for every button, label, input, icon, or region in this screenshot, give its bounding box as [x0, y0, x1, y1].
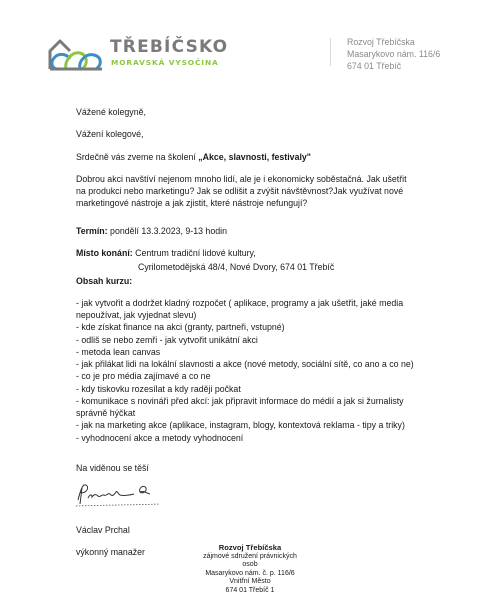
- sender-street: Masarykovo nám. 116/6: [347, 49, 441, 59]
- intro-line-3: marketingové nástroje a jak zjistit, které nástroje nefungují?: [76, 198, 308, 208]
- content-item: - metoda lean canvas: [76, 347, 161, 357]
- content-item: - vyhodnocení akce a metody vyhodnocení: [76, 433, 244, 443]
- header-divider: [330, 38, 331, 66]
- logo-name: TŘEBÍČSKO: [110, 37, 229, 57]
- place-line: [76, 247, 256, 259]
- stamp-line: Masarykovo nám. č. p. 116/6: [205, 569, 295, 577]
- content-item: - odliš se nebo zemři - jak vytvořit unikátní akci: [76, 335, 258, 345]
- invitation-prefix: Srdečně vás zveme na školení: [76, 152, 199, 162]
- signature-icon: [74, 480, 164, 508]
- greeting-male: Vážení kolegové,: [76, 129, 144, 139]
- stamp-name: Rozvoj Třebíčska: [218, 543, 282, 552]
- content-item: - kde získat finance na akci (granty, partneři, vstupné): [76, 322, 285, 332]
- intro-line-2: na produkci nebo marketingu? Jak se odlišit a zvýšit návštěvnost?Jak využívat nové: [76, 186, 404, 196]
- content-item: - jak na marketing akce (aplikace, instagram, blogy, kontextová reklama - tipy a triky): [76, 420, 405, 430]
- term-line: [76, 225, 227, 237]
- sender-name: Rozvoj Třebíčska: [347, 37, 415, 47]
- content-item: - jak vytvořit a dodržet kladný rozpočet ( aplikace, programy a jak ušetřit, jaké media: [76, 298, 404, 308]
- logo-subtitle: MORAVSKÁ VYSOČINA: [111, 58, 219, 67]
- course-title: „Akce, slavnosti, festivaly": [198, 152, 311, 162]
- intro-line-1: Dobrou akci navštíví nejenom mnoho lidí, ale je i ekonomicky soběstačná. Jak ušetřit: [76, 174, 407, 184]
- stamp-line: 674 01 Třebíč 1: [225, 586, 275, 594]
- greeting-female: Vážené kolegyně,: [76, 107, 146, 117]
- sender-city: 674 01 Třebíč: [347, 61, 402, 71]
- content-item: - komunikace s novináři před akcí: jak připravit informace do médií a jak si žurnalisty: [76, 396, 404, 406]
- content-item: - kdy tiskovku rozesílat a kdy raději počkat: [76, 384, 241, 394]
- content-item: - jak přilákat lidi na lokální slavnosti a akce (nové metody, sociální sítě, co ano a co ne): [76, 359, 414, 369]
- content-item: správně hýčkat: [76, 408, 136, 418]
- signer-role: výkonný manažer: [76, 547, 145, 557]
- content-label: Obsah kurzu:: [76, 276, 133, 286]
- place-address: Cyrilometodějská 48/4, Nové Dvory, 674 01 Třebíč: [138, 262, 335, 272]
- logo-mark-icon: [44, 33, 108, 73]
- content-item: - co je pro média zajímavé a co ne: [76, 371, 211, 381]
- place-label: Místo konání:: [76, 248, 133, 258]
- place-value: Centrum tradiční lidové kultury,: [132, 248, 256, 258]
- sender-address: [347, 36, 440, 72]
- stamp-line: zájmové sdružení právnických osob: [203, 552, 297, 569]
- term-value: pondělí 13.3.2023, 9-13 hodin: [107, 226, 227, 236]
- stamp-line: Vnitřní Město: [229, 578, 271, 586]
- invitation-line: [76, 151, 311, 163]
- closing-line: Na viděnou se těší: [76, 463, 149, 473]
- term-label: Termín:: [76, 226, 108, 236]
- trebicsko-logo: [44, 33, 244, 73]
- content-item: nepoužívat, jak vyjednat slevu): [76, 310, 197, 320]
- organization-stamp: [195, 544, 305, 596]
- signer-name: Václav Prchal: [76, 525, 130, 535]
